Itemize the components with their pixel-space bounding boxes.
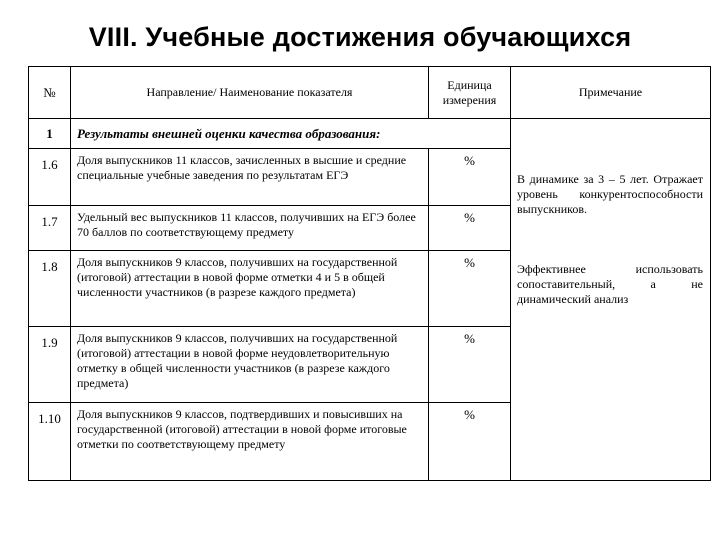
section-num: 1 — [29, 119, 71, 149]
note-comparative: Эффективнее использовать сопоставительный, а не динамический анализ — [517, 262, 703, 306]
page-title: VIII. Учебные достижения обучающихся — [88, 22, 632, 52]
row-unit: % — [429, 403, 511, 481]
note-dynamics: В динамике за 3 – 5 лет. Отражает уровень конкурентоспособности выпускников. — [517, 172, 703, 216]
row-name: Доля выпускников 9 классов, получивших на государственной (итоговой) аттестации в новой форме неудовлетворительную отметку в общей численности участников (в разрезе каждого предмета) — [71, 327, 429, 403]
row-num: 1.9 — [29, 327, 71, 403]
row-unit: % — [429, 251, 511, 327]
table-header-row — [29, 67, 711, 119]
row-name: Доля выпускников 9 классов, подтвердивших и повысивших на государственной (итоговой) аттестации в новой форме итоговые отметки по соответствующему предмету — [71, 403, 429, 481]
row-unit: % — [429, 327, 511, 403]
row-name: Доля выпускников 9 классов, получивших на государственной (итоговой) аттестации в новой форме отметки 4 и 5 в общей численности участников (в разрезе каждого предмета) — [71, 251, 429, 327]
header-name: Направление/ Наименование показателя — [71, 67, 429, 119]
header-note: Примечание — [511, 67, 711, 119]
note-cell — [511, 119, 711, 481]
row-unit: % — [429, 206, 511, 251]
header-unit: Единица измерения — [429, 67, 511, 119]
row-unit: % — [429, 149, 511, 206]
row-num: 1.10 — [29, 403, 71, 481]
row-num: 1.8 — [29, 251, 71, 327]
row-name: Доля выпускников 11 классов, зачисленных в высшие и средние специальные учебные заведения по результатам ЕГЭ — [71, 149, 429, 206]
indicators-table — [28, 66, 711, 481]
section-label: Результаты внешней оценки качества образования: — [71, 119, 511, 149]
row-name: Удельный вес выпускников 11 классов, получивших на ЕГЭ более 70 баллов по соответствующему предмету — [71, 206, 429, 251]
header-num: № — [29, 67, 71, 119]
row-num: 1.6 — [29, 149, 71, 206]
section-row — [29, 119, 711, 149]
row-num: 1.7 — [29, 206, 71, 251]
